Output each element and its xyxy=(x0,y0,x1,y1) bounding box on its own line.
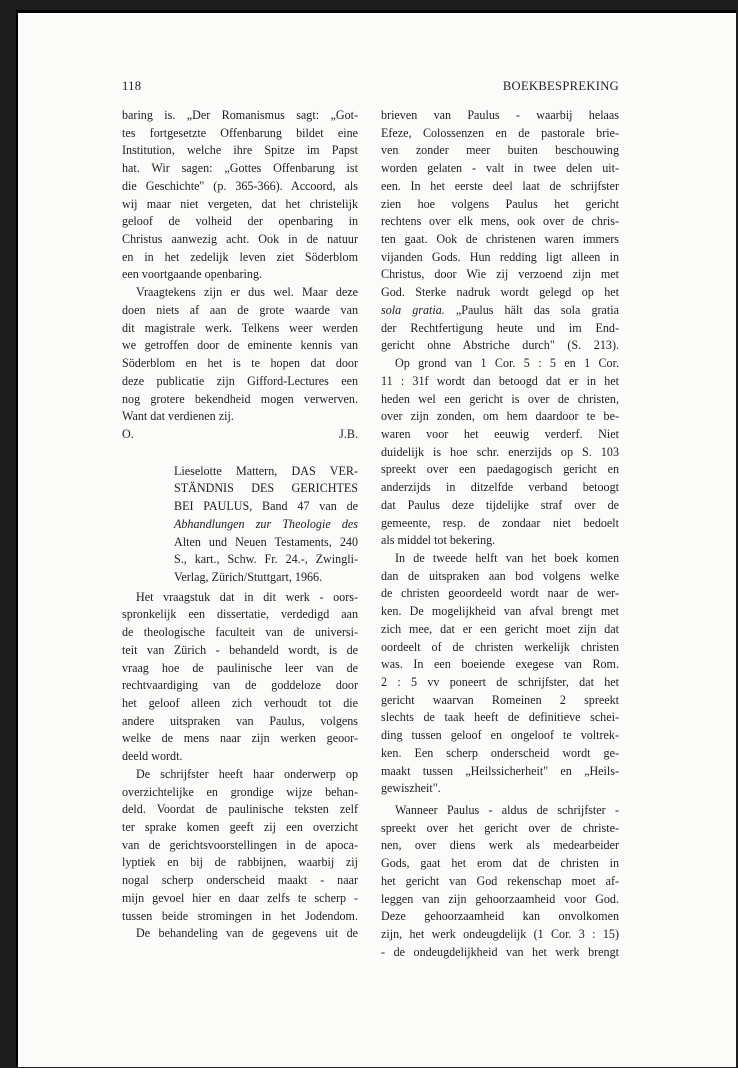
text-line: ven zonder meer buiten beschouwing xyxy=(381,143,619,158)
text-line: gemeente, resp. de zondaar niet bedoelt xyxy=(381,515,619,530)
book-line: Alten und Neuen Testaments, 240 xyxy=(174,534,358,549)
text-line: welke de mens naar zijn werken geoor- xyxy=(122,731,358,746)
text-line: gericht ohne Abstriche durch" (S. 213). xyxy=(381,338,619,353)
text-line: Op grond van 1 Cor. 5 : 5 en 1 Cor. xyxy=(395,356,619,371)
text-line: teit van Zürich - behandeld wordt, is de xyxy=(122,642,358,657)
book-line: STÄNDNIS DES GERICHTES xyxy=(174,481,358,496)
book-line: S., kart., Schw. Fr. 24.-, Zwingli- xyxy=(174,552,358,567)
text-line: Christus, door Wie zij verzoend zijn met xyxy=(381,267,619,282)
right-column xyxy=(381,107,619,962)
text-line: wij maar niet vergeten, dat het christelijk xyxy=(122,196,358,211)
text-line: 2 : 5 vv poneert de schrijfster, dat het xyxy=(381,675,619,689)
text-line: De behandeling van de gegevens uit de xyxy=(136,926,358,941)
text-line: van de gerichtsvoorstellingen in de apoca- xyxy=(122,837,358,852)
text-line: anderzijds in ditzelfde verband betoogt xyxy=(381,480,619,495)
text-line: Institution, welche ihre Spitze im Papst xyxy=(122,143,358,158)
text-line: nen, over diens werk als medearbeider xyxy=(381,838,619,853)
text-line: - de ondeugdelijkheid van het werk brengt xyxy=(381,944,619,959)
text-line: Christus aanwezig acht. Ook in de natuur xyxy=(122,232,358,247)
text-line: gericht waarvan Romeinen 2 spreekt xyxy=(381,692,619,707)
signature-initial: O. xyxy=(122,426,134,441)
review-start-paragraphs xyxy=(122,589,358,943)
text-line: was. In een boeiende exegese van Rom. xyxy=(381,657,619,672)
review-end-paragraphs xyxy=(122,107,358,426)
text-line: een. In het eerste deel laat de schrijfster xyxy=(381,178,619,193)
text-line: Want dat verdienen zij. xyxy=(122,409,234,424)
text-line: geloof de volheid der openbaring in xyxy=(122,214,358,229)
text-line: nog grotere bekendheid mogen verwerven. xyxy=(122,391,358,406)
text-line: deld. Voordat de paulinische teksten zelf xyxy=(122,802,358,817)
text-line: duidelijk is hoe schr. enerzijds op S. 103 xyxy=(381,444,619,459)
text-line: dat Paulus deze tijdelijke straf over de xyxy=(381,497,619,512)
text-line: het gericht van God rekenschap moet af- xyxy=(381,873,619,888)
reviewer-initials: J.B. xyxy=(339,426,358,441)
text-line: sola gratia. „Paulus hält das sola gratia xyxy=(381,302,619,317)
text-line: als middel tot bekering. xyxy=(381,533,496,548)
book-line: BEI PAULUS, Band 47 van de xyxy=(174,499,358,514)
text-line: brieven van Paulus - waarbij helaas xyxy=(381,108,619,122)
text-line: worden gelaten - valt in twee delen uit- xyxy=(381,161,619,176)
text-line: baring is. „Der Romanismus sagt: „Got- xyxy=(122,108,358,122)
text-line: 11 : 31f wordt dan betoogd dat er in het xyxy=(381,373,619,388)
text-line: maakt tussen „Heilssicherheit" en „Heils- xyxy=(381,763,619,778)
text-line: ter sprake komen geeft zij een overzicht xyxy=(122,820,358,835)
text-line: de christen geoordeeld wordt naar de wer- xyxy=(381,586,619,601)
text-line: In de tweede helft van het boek komen xyxy=(395,550,619,565)
text-line: God. Sterke nadruk wordt gelegd op het xyxy=(381,285,619,300)
text-line: de theologische faculteit van de universi- xyxy=(122,625,358,640)
book-line: Lieselotte Mattern, DAS VER- xyxy=(174,463,358,478)
text-line: dan de uitspraken aan bod volgens welke xyxy=(381,568,619,583)
text-line: een voortgaande openbaring. xyxy=(122,267,263,282)
text-line: we getroffen door de eminente kennis van xyxy=(122,338,358,353)
text-line: zich mee, dat er een gericht moet zijn dat xyxy=(381,621,619,636)
text-line: oordeelt of de christen werkelijk christen xyxy=(381,639,619,654)
text-line: deeld wordt. xyxy=(122,749,183,764)
running-title: BOEKBESPREKING xyxy=(502,79,619,93)
text-line: ding tussen geloof en ongeloof te voltrek- xyxy=(381,728,619,743)
text-line: leggen van zijn gehoorzaamheid voor God. xyxy=(381,891,619,906)
text-line: slechts de taak heeft de definitieve schei- xyxy=(381,710,619,725)
text-line: tussen beide stromingen in het Jodendom. xyxy=(122,908,358,923)
text-line: Vraagtekens zijn er dus wel. Maar deze xyxy=(136,285,358,300)
text-line: Efeze, Colossenzen en de pastorale brie- xyxy=(381,125,619,140)
text-line: spronkelijk een dissertatie, verdedigd aan xyxy=(122,607,358,622)
text-line: zien hoe volgens Paulus het gericht xyxy=(381,196,619,211)
left-column xyxy=(122,107,358,943)
text-line: zijn, het werk ondeugdelijk (1 Cor. 3 : 15) xyxy=(381,927,619,942)
text-line: ken. Een scherp onderscheid wordt ge- xyxy=(381,745,619,760)
page-number: 118 xyxy=(122,79,142,93)
text-line: ken. De mogelijkheid van afval brengt met xyxy=(381,604,619,619)
text-line: spreekt over het gericht over de christe- xyxy=(381,820,619,835)
text-line: dit magistrale werk. Telkens weer werden xyxy=(122,320,358,335)
reviewer-signature xyxy=(122,426,358,444)
text-line: die Geschichte" (p. 365-366). Accoord, als xyxy=(122,178,358,193)
text-line: heden wel een gericht is over de christen, xyxy=(381,391,619,406)
text-line: rechtvaardiging van de goddeloze door xyxy=(122,678,358,693)
text-line: over zijn zonden, om hem daardoor te be- xyxy=(381,409,619,424)
text-line: hat. Wir sagen: „Gottes Offenbarung ist xyxy=(122,161,358,176)
text-line: Deze gehoorzaamheid kan onvolkomen xyxy=(381,909,619,924)
text-line: overzichtelijke en grondige wijze behan- xyxy=(122,784,358,799)
book-series-title: Abhandlungen zur Theologie des xyxy=(174,516,358,531)
text-line: ten gaat. Ook de christenen waren immers xyxy=(381,232,619,247)
text-line: Wanneer Paulus - aldus de schrijfster - xyxy=(395,803,619,818)
text-line: Söderblom en het is te hopen dat door xyxy=(122,356,358,371)
text-line: rechtens over elk mens, ook over de chris- xyxy=(381,214,619,229)
text-line: spreekt over een paedagogisch gericht en xyxy=(381,462,619,477)
text-line: lyptiek en bij de rabbijnen, waarbij zij xyxy=(122,855,358,870)
text-line: der Rechtfertigung heute und im End- xyxy=(381,320,619,335)
text-line: waren voor het eeuwig verderf. Niet xyxy=(381,426,619,441)
text-line: tes fortgesetzte Offenbarung bildet eine xyxy=(122,125,358,140)
text-line: vraag hoe de paulinische leer van de xyxy=(122,660,358,675)
text-line: Het vraagstuk dat in dit werk - oors- xyxy=(136,589,358,604)
text-line: doen niets af aan de grote waarde van xyxy=(122,302,358,317)
text-line: het geloof alleen zich verhoudt tot die xyxy=(122,696,358,710)
text-line: mijn gevoel hier en daar zelfs te scherp - xyxy=(122,890,358,905)
text-line: De schrijfster heeft haar onderwerp op xyxy=(136,766,358,781)
text-line: deze publicatie zijn Gifford-Lectures een xyxy=(122,373,358,388)
text-line: en in het zedelijk leven ziet Söderblom xyxy=(122,249,358,264)
text-line: gewiszheit". xyxy=(381,781,441,796)
book-line: Verlag, Zürich/Stuttgart, 1966. xyxy=(174,569,323,584)
book-entry xyxy=(174,463,358,587)
text-line: nogal scherp onderscheid maakt - naar xyxy=(122,873,358,888)
text-line: vijanden Gods. Hun redding ligt alleen in xyxy=(381,249,619,264)
text-line: Gods, gaat het erom dat de christen in xyxy=(381,856,619,871)
text-line: andere uitspraken van Paulus, volgens xyxy=(122,713,358,728)
